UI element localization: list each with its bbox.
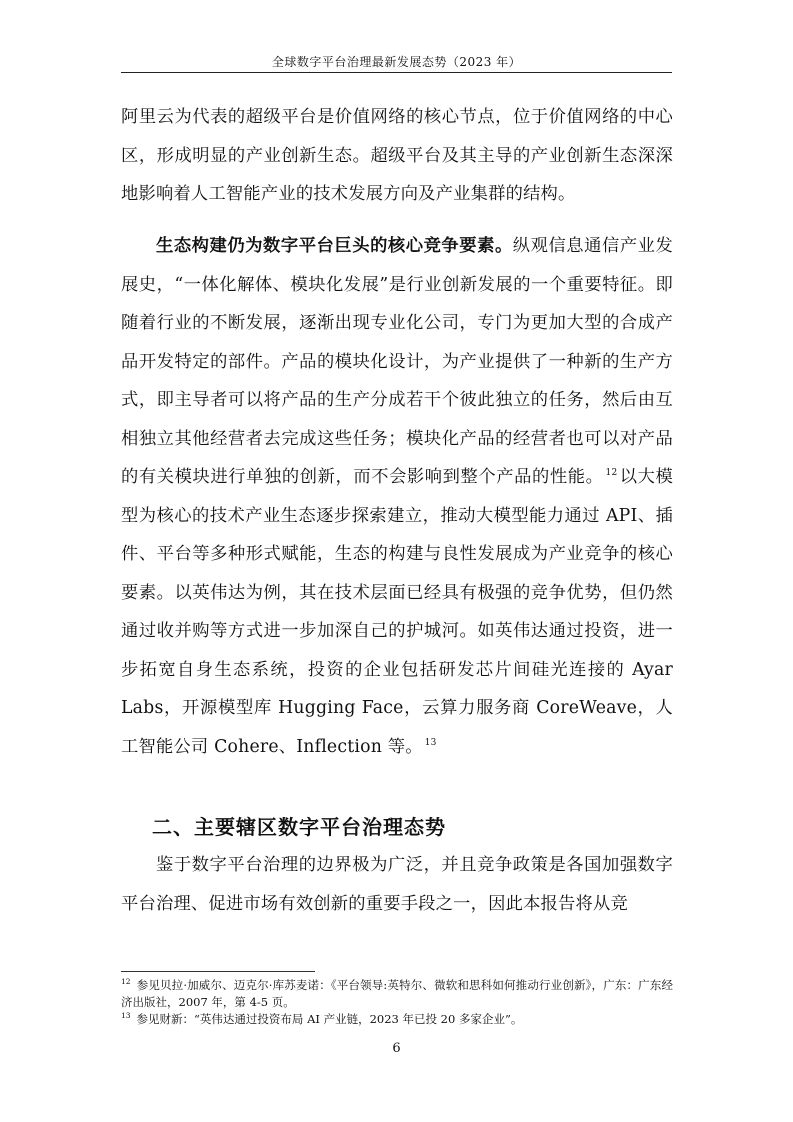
- footnote-text: 参见财新：“英伟达通过投资布局 AI 产业链，2023 年已投 20 多家企业”。: [136, 1012, 523, 1026]
- footnote-13: [121, 1011, 673, 1028]
- footnote-divider: [121, 971, 315, 972]
- paragraph-lead-bold: 生态构建仍为数字平台巨头的核心竞争要素。: [156, 236, 513, 256]
- footnote-ref-13[interactable]: 13: [424, 737, 437, 748]
- footnote-mark: 13: [121, 1011, 131, 1021]
- body-paragraph-1: 阿里云为代表的超级平台是价值网络的核心节点，位于价值网络的中心区，形成明显的产业创新生态。超级平台及其主导的产业创新生态深深地影响着人工智能产业的技术发展方向及产业集群的结构。: [121, 107, 673, 204]
- header-divider: [121, 72, 672, 73]
- running-header: 全球数字平台治理最新发展态势（2023 年）: [271, 55, 522, 69]
- page-number: 6: [392, 1041, 401, 1056]
- footnote-mark: 12: [121, 977, 131, 987]
- body-paragraph-2: [121, 227, 673, 766]
- body-paragraph-3: 鉴于数字平台治理的边界极为广泛，并且竞争政策是各国加强数字平台治理、促进市场有效创新的重要手段之一，因此本报告将从竞: [121, 855, 673, 914]
- section-heading: 二、主要辖区数字平台治理态势: [152, 815, 446, 839]
- footnote-text: 参见贝拉·加威尔、迈克尔·库苏麦诺：《平台领导:英特尔、微软和思科如何推动行业创新》，广东：广东经济出版社，2007 年，第 4-5 页。: [121, 978, 673, 1009]
- footnotes: [121, 977, 673, 1028]
- paragraph-2-text-b: 以大模型为核心的技术产业生态逐步探索建立，推动大模型能力通过 API、插件、平台等多种形式赋能，生态的构建与良性发展成为产业竞争的核心要素。以英伟达为例，其在技术层面已经具有极强的竞争优势，但仍然通过收并购等方式进一步加深自己的护城河。如英伟达通过投资，进一步拓宽自身生态系统，投资的企业包括研发芯片间硅光连接的 Ayar Labs，开源模型库 Hugging Face，云算力服务商 CoreWeave，人工智能公司 Cohere、Inflection 等。: [121, 467, 673, 757]
- footnote-12: [121, 977, 673, 1011]
- paragraph-2-text-a: 纵观信息通信产业发展史，“一体化解体、模块化发展”是行业创新发展的一个重要特征。即随着行业的不断发展，逐渐出现专业化公司，专门为更加大型的合成产品开发特定的部件。产品的模块化设计，为产业提供了一种新的生产方式，即主导者可以将产品的生产分成若干个彼此独立的任务，然后由互相独立其他经营者去完成这些任务；模块化产品的经营者也可以对产品的有关模块进行单独的创新，而不会影响到整个产品的性能。: [121, 236, 673, 487]
- footnote-ref-12[interactable]: 12: [605, 468, 618, 479]
